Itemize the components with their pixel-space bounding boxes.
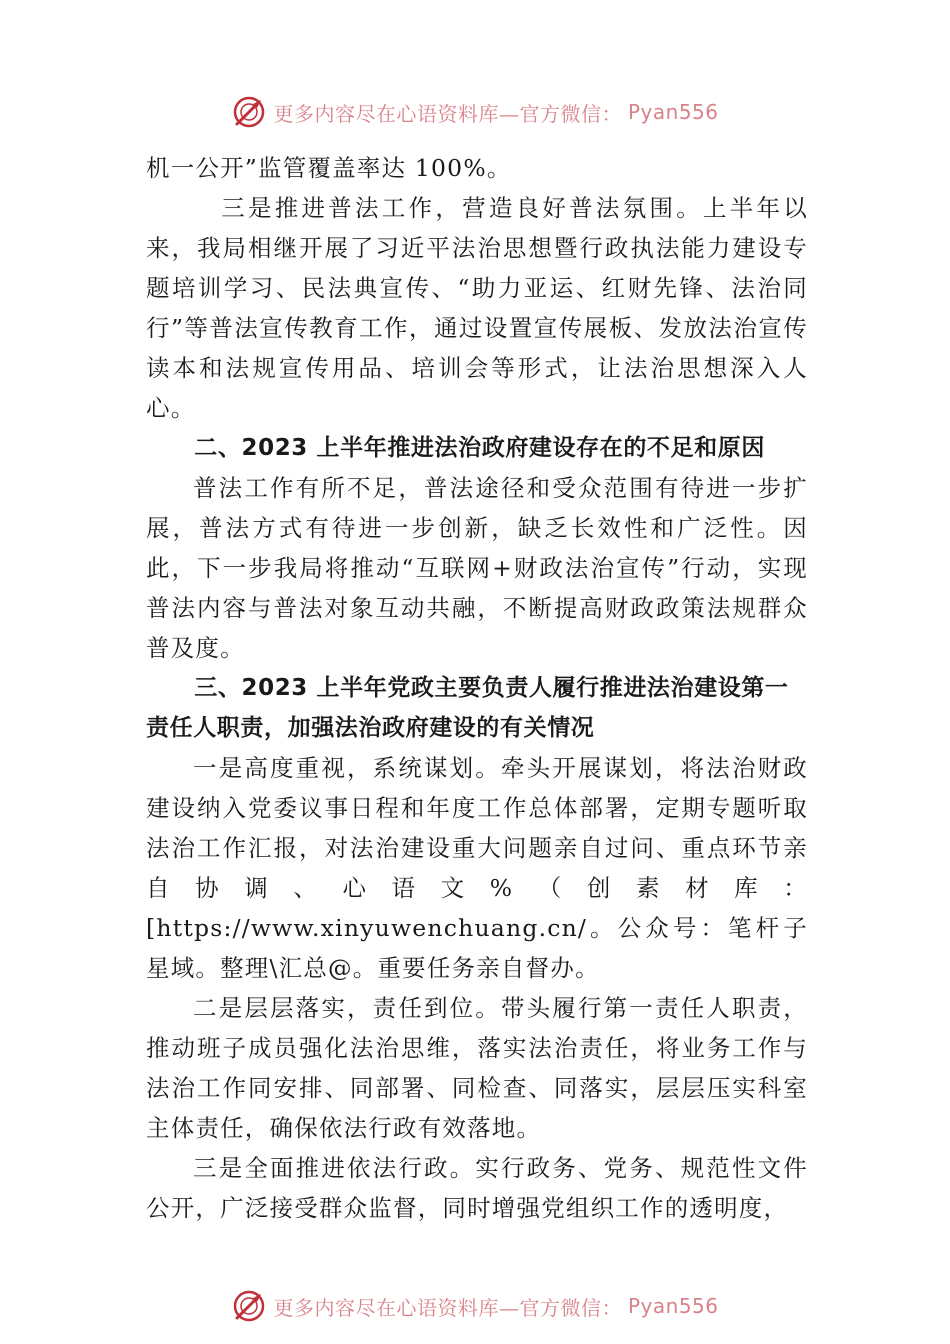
banner-text: 更多内容尽在心语资料库—官方微信： bbox=[273, 1295, 622, 1320]
section-heading-2: 二、2023 上半年推进法治政府建设存在的不足和原因 bbox=[194, 435, 765, 461]
header-banner bbox=[0, 94, 950, 130]
banner-handle: Pyan556 bbox=[627, 100, 719, 124]
section-heading-3: 三、2023 上半年党政主要负责人履行推进法治建设第一责任人职责，加强法治政府建设的有关情况 bbox=[146, 675, 789, 741]
document-body bbox=[146, 148, 808, 1228]
paragraph-layered-implementation: 二是层层落实，责任到位。带头履行第一责任人职责，推动班子成员强化法治思维，落实法治责任，将业务工作与法治工作同安排、同部署、同检查、同落实，层层压实科室主体责任，确保依法行政有效落地。 bbox=[146, 994, 808, 1142]
banner-handle: Pyan556 bbox=[627, 1294, 719, 1318]
seal-logo-icon bbox=[231, 94, 267, 130]
seal-logo-icon bbox=[231, 1288, 267, 1324]
paragraph-law-based-administration: 三是全面推进依法行政。实行政务、党务、规范性文件公开，广泛接受群众监督，同时增强党组织工作的透明度， bbox=[146, 1154, 808, 1222]
banner-text: 更多内容尽在心语资料库—官方微信： bbox=[273, 101, 622, 126]
paragraph-high-attention: 一是高度重视，系统谋划。牵头开展谋划，将法治财政建设纳入党委议事日程和年度工作总体部署，定期专题听取法治工作汇报，对法治建设重大问题亲自过问、重点环节亲自协调、心语文%（创素材库：[https://www.xinyuwenchuang.cn/。公众号：笔杆子星域。整理\汇总@。重要任务亲自督办。 bbox=[146, 754, 808, 982]
paragraph-promote-legal-education: 三是推进普法工作，营造良好普法氛围。上半年以来，我局相继开展了习近平法治思想暨行政执法能力建设专题培训学习、民法典宣传、“助力亚运、红财先锋、法治同行”等普法宣传教育工作，通过设置宣传展板、发放法治宣传读本和法规宣传用品、培训会等形式，让法治思想深入人心。 bbox=[146, 194, 808, 422]
paragraph-shortcomings: 普法工作有所不足，普法途径和受众范围有待进一步扩展，普法方式有待进一步创新，缺乏长效性和广泛性。因此，下一步我局将推动“互联网+财政法治宣传”行动，实现普法内容与普法对象互动共融，不断提高财政政策法规群众普及度。 bbox=[146, 474, 808, 662]
paragraph-continuation: 机一公开”监管覆盖率达 100%。 bbox=[146, 154, 512, 182]
footer-banner bbox=[0, 1288, 950, 1324]
